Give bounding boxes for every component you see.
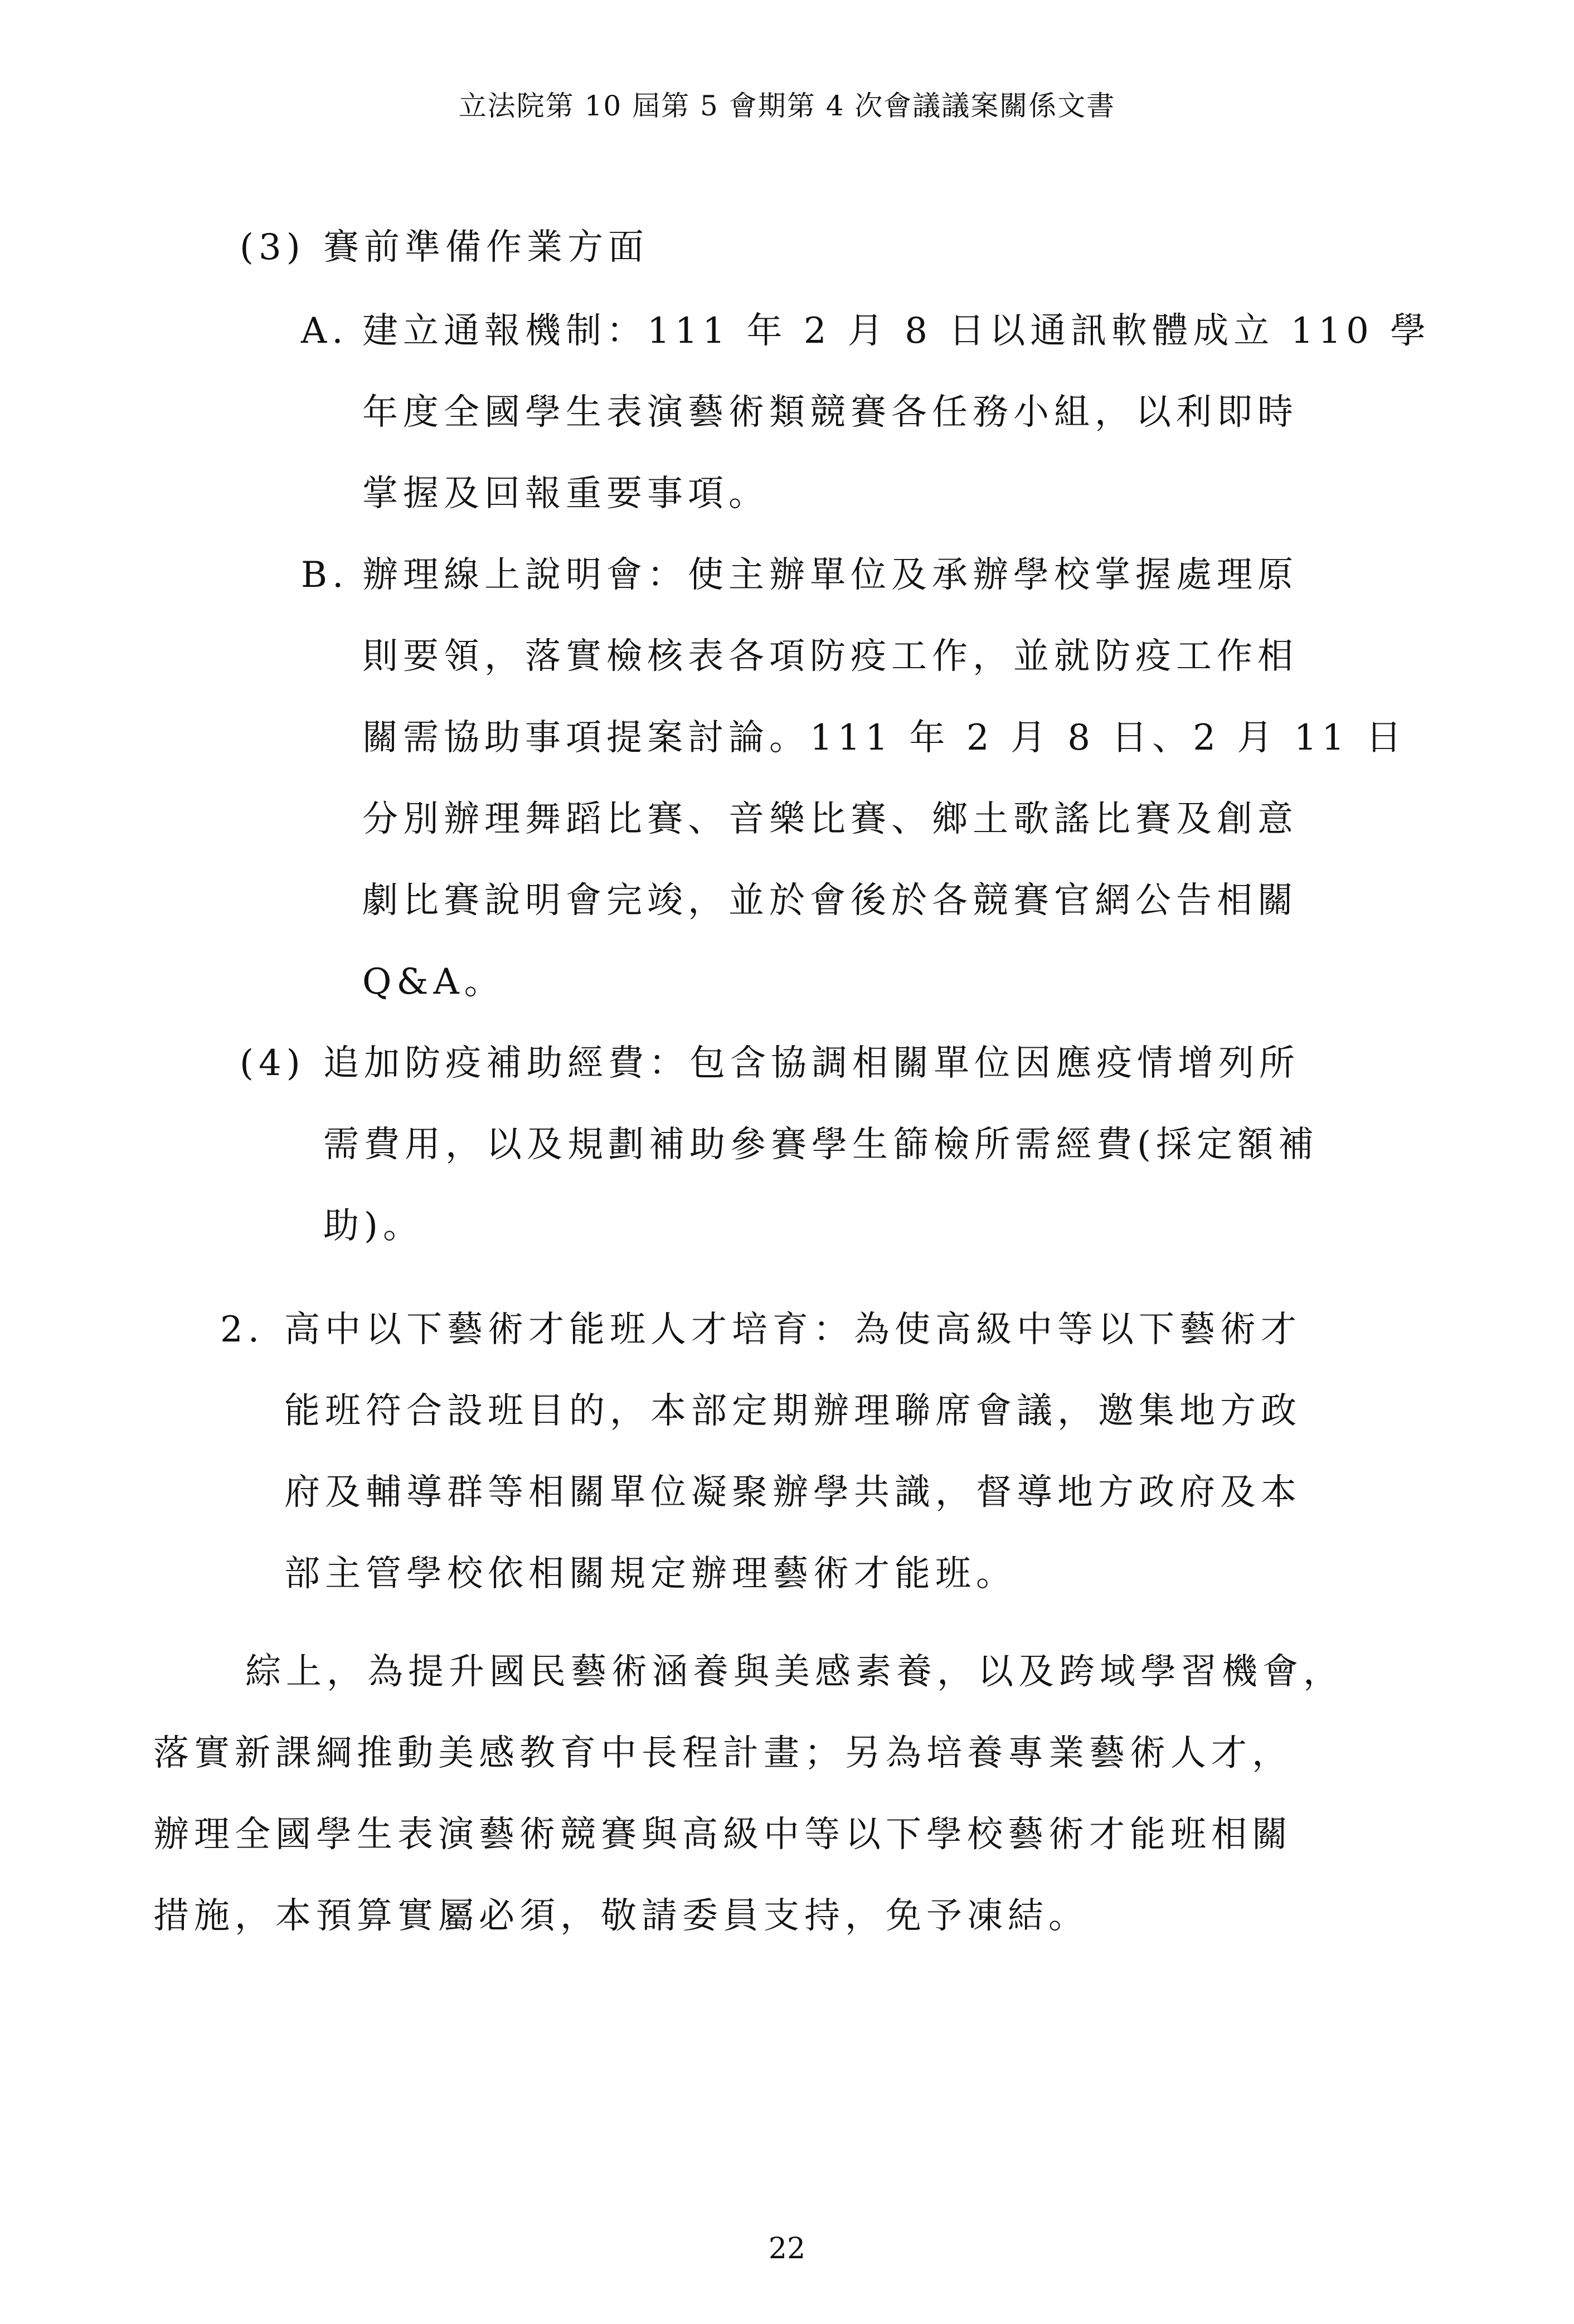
- section-4-line-2: 需費用，以及規劃補助參賽學生篩檢所需經費(採定額補: [323, 1124, 1319, 1165]
- item-2-line-4: 部主管學校依相關規定辦理藝術才能班。: [284, 1553, 1017, 1594]
- item-2-line-1: 高中以下藝術才能班人才培育：為使高級中等以下藝術才: [284, 1309, 1301, 1350]
- conclusion-line-4: 措施，本預算實屬必須，敬請委員支持，免予凍結。: [153, 1895, 1089, 1937]
- section-3-marker: (3): [240, 227, 305, 268]
- item-2-line-2: 能班符合設班目的，本部定期辦理聯席會議，邀集地方政: [284, 1390, 1301, 1432]
- item-b-line-4: 分別辦理舞蹈比賽、音樂比賽、鄉土歌謠比賽及創意: [362, 799, 1298, 840]
- section-4-marker: (4): [240, 1043, 305, 1084]
- item-b-line-1: 辦理線上說明會：使主辦單位及承辦學校掌握處理原: [362, 555, 1298, 596]
- item-b-line-6: Q&A。: [362, 961, 505, 1003]
- item-a-marker: A.: [301, 310, 348, 352]
- item-b-line-2: 則要領，落實檢核表各項防疫工作，並就防疫工作相: [362, 636, 1298, 677]
- item-2-marker: 2.: [220, 1309, 265, 1350]
- item-a-line-2: 年度全國學生表演藝術類競賽各任務小組，以利即時: [362, 392, 1298, 433]
- section-3-title: 賽前準備作業方面: [323, 227, 649, 268]
- section-4-line-1: 追加防疫補助經費：包含協調相關單位因應疫情增列所: [323, 1043, 1300, 1084]
- item-a-line-1: 建立通報機制：111 年 2 月 8 日以通訊軟體成立 110 學: [362, 310, 1431, 352]
- page-number: 22: [768, 2232, 806, 2265]
- section-4-line-3: 助)。: [323, 1205, 424, 1247]
- conclusion-line-3: 辦理全國學生表演藝術競賽與高級中等以下學校藝術才能班相關: [153, 1814, 1293, 1855]
- section-3-heading: [240, 227, 649, 268]
- item-2-line-3: 府及輔導群等相關單位凝聚辦學共識，督導地方政府及本: [284, 1472, 1301, 1513]
- conclusion-line-1: 綜上，為提升國民藝術涵養與美感素養，以及跨域學習機會，: [245, 1651, 1344, 1693]
- document-header: 立法院第 10 屆第 5 會期第 4 次會議議案關係文書: [458, 90, 1116, 122]
- conclusion-line-2: 落實新課綱推動美感教育中長程計畫；另為培養專業藝術人才，: [153, 1733, 1293, 1774]
- item-a-line-3: 掌握及回報重要事項。: [362, 473, 769, 514]
- item-b-line-3: 關需協助事項提案討論。111 年 2 月 8 日、2 月 11 日: [362, 717, 1407, 759]
- item-b-line-5: 劇比賽說明會完竣，並於會後於各競賽官網公告相關: [362, 880, 1298, 921]
- item-b-marker: B.: [301, 555, 349, 596]
